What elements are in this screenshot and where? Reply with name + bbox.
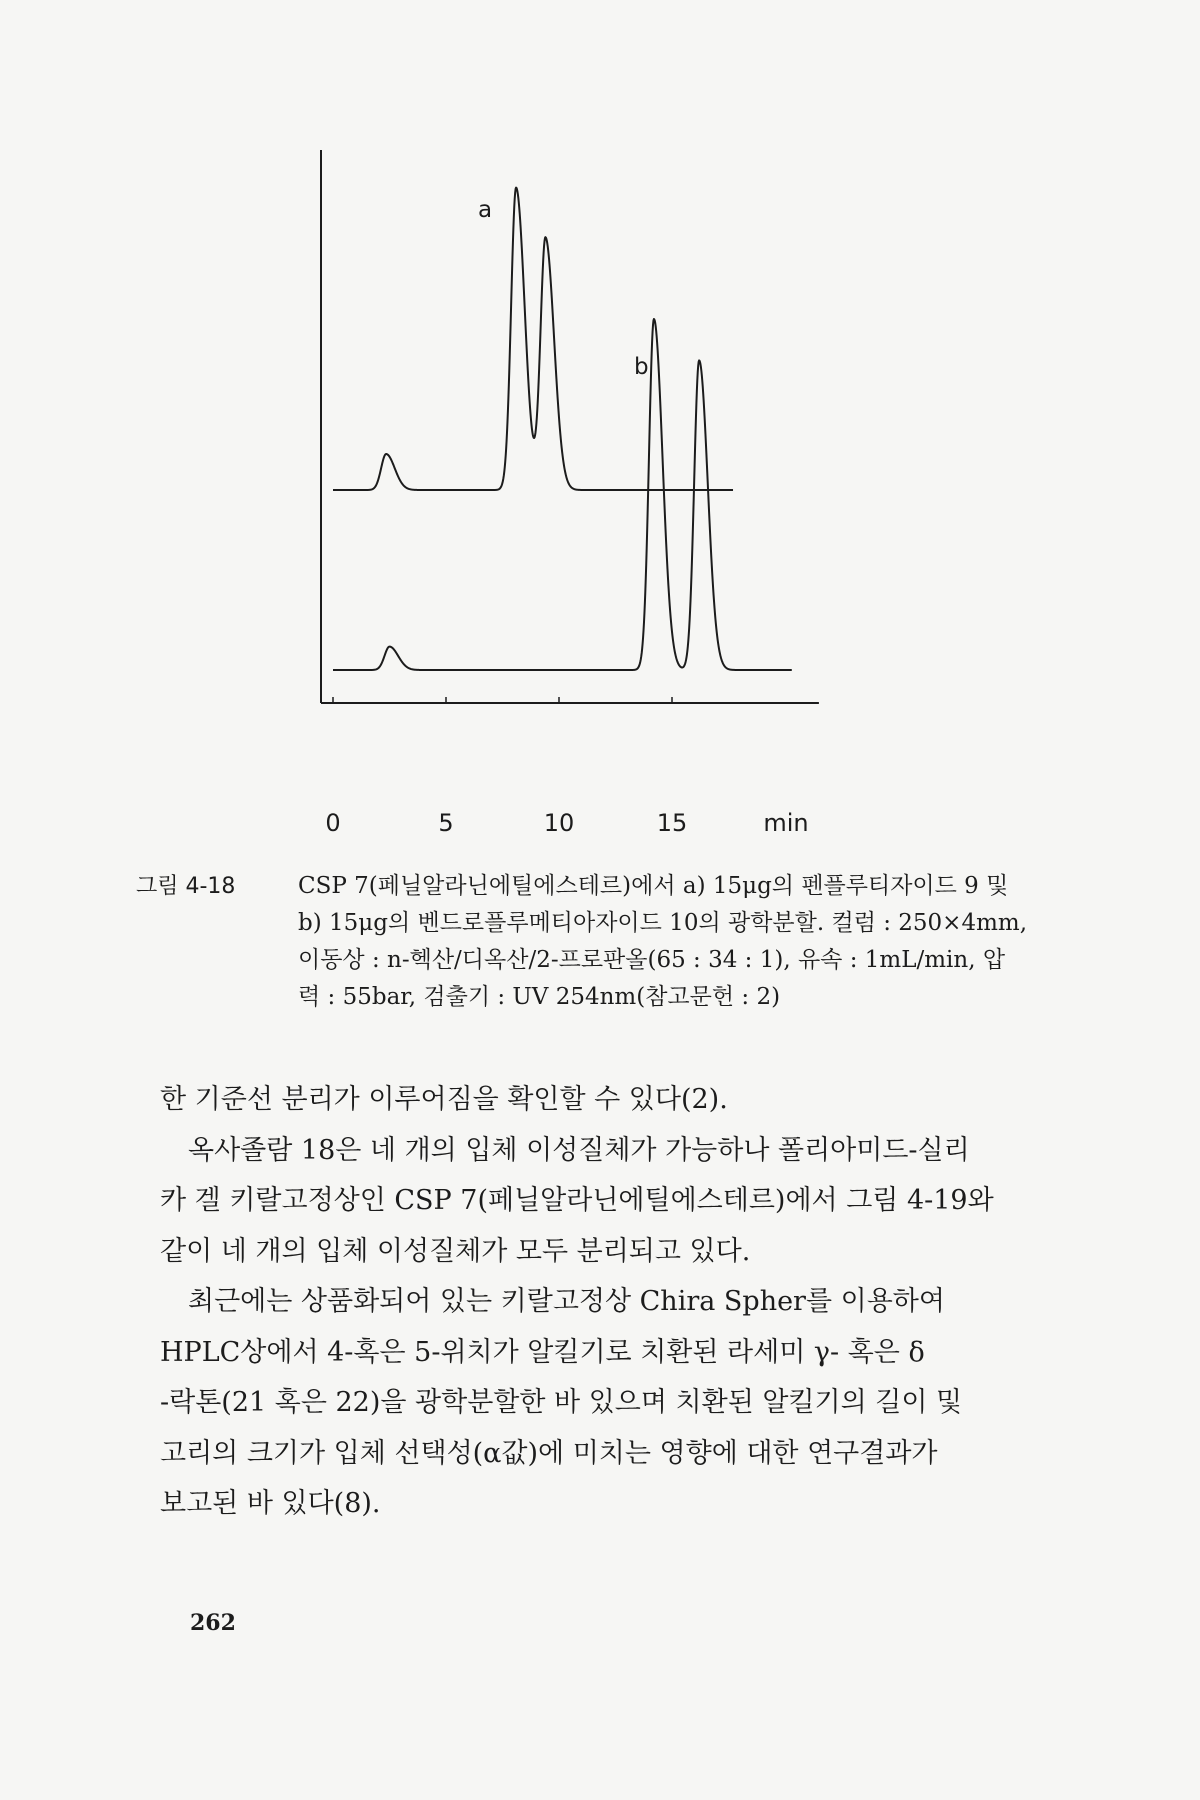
- x-tick-label-10: 10: [543, 809, 575, 837]
- chromatogram-svg: [300, 150, 900, 850]
- caption-line: b) 15μg의 벤드로플루메티아자이드 10의 광학분할. 컬럼 : 250×4mm,: [298, 910, 1028, 936]
- x-tick-label-15: 15: [656, 809, 688, 837]
- peak-label-a: a: [478, 197, 493, 223]
- text-line: 고리의 크기가 입체 선택성(α값)에 미치는 영향에 대한 연구결과가: [160, 1437, 938, 1469]
- paragraph: [160, 1075, 1060, 1126]
- paragraph: [160, 1126, 1060, 1278]
- x-tick-label-0: 0: [325, 809, 341, 837]
- caption-line: 력 : 55bar, 검출기 : UV 254nm(참고문헌 : 2): [298, 984, 781, 1010]
- body-text: [160, 1075, 1060, 1530]
- caption-line: CSP 7(페닐알라닌에틸에스테르)에서 a) 15μg의 펜플루티자이드 9 및: [298, 873, 1009, 899]
- peak-label-b: b: [634, 354, 649, 380]
- chromatogram-figure: [300, 150, 900, 850]
- page-number: 262: [190, 1610, 236, 1636]
- x-axis-unit: min: [763, 809, 809, 837]
- x-tick-label-5: 5: [438, 809, 454, 837]
- text-line: HPLC상에서 4-혹은 5-위치가 알킬기로 치환된 라세미 γ- 혹은 δ: [160, 1336, 925, 1368]
- trace-a: [333, 188, 733, 490]
- caption-body: [298, 868, 1066, 1016]
- figure-caption: [136, 868, 1066, 1016]
- caption-line: 이동상 : n-헥산/디옥산/2-프로판올(65 : 34 : 1), 유속 : 1mL/min, 압: [298, 947, 1006, 973]
- text-line: 최근에는 상품화되어 있는 키랄고정상 Chira Spher를 이용하여: [188, 1286, 945, 1317]
- text-line: 보고된 바 있다(8).: [160, 1488, 381, 1519]
- text-line: 같이 네 개의 입체 이성질체가 모두 분리되고 있다.: [160, 1235, 751, 1267]
- caption-label: 그림 4-18: [136, 874, 236, 899]
- x-tick-labels: [325, 809, 808, 837]
- text-line: -락톤(21 혹은 22)을 광학분할한 바 있으며 치환된 알킬기의 길이 및: [160, 1387, 963, 1418]
- text-line: 옥사졸람 18은 네 개의 입체 이성질체가 가능하나 폴리아미드-실리: [188, 1134, 970, 1166]
- chart-layer: [321, 150, 819, 703]
- paragraph: [160, 1277, 1060, 1530]
- trace-b: [333, 319, 792, 670]
- text-line: 카 겔 키랄고정상인 CSP 7(페닐알라닌에틸에스테르)에서 그림 4-19와: [160, 1185, 994, 1216]
- text-line: 한 기준선 분리가 이루어짐을 확인할 수 있다(2).: [160, 1084, 728, 1115]
